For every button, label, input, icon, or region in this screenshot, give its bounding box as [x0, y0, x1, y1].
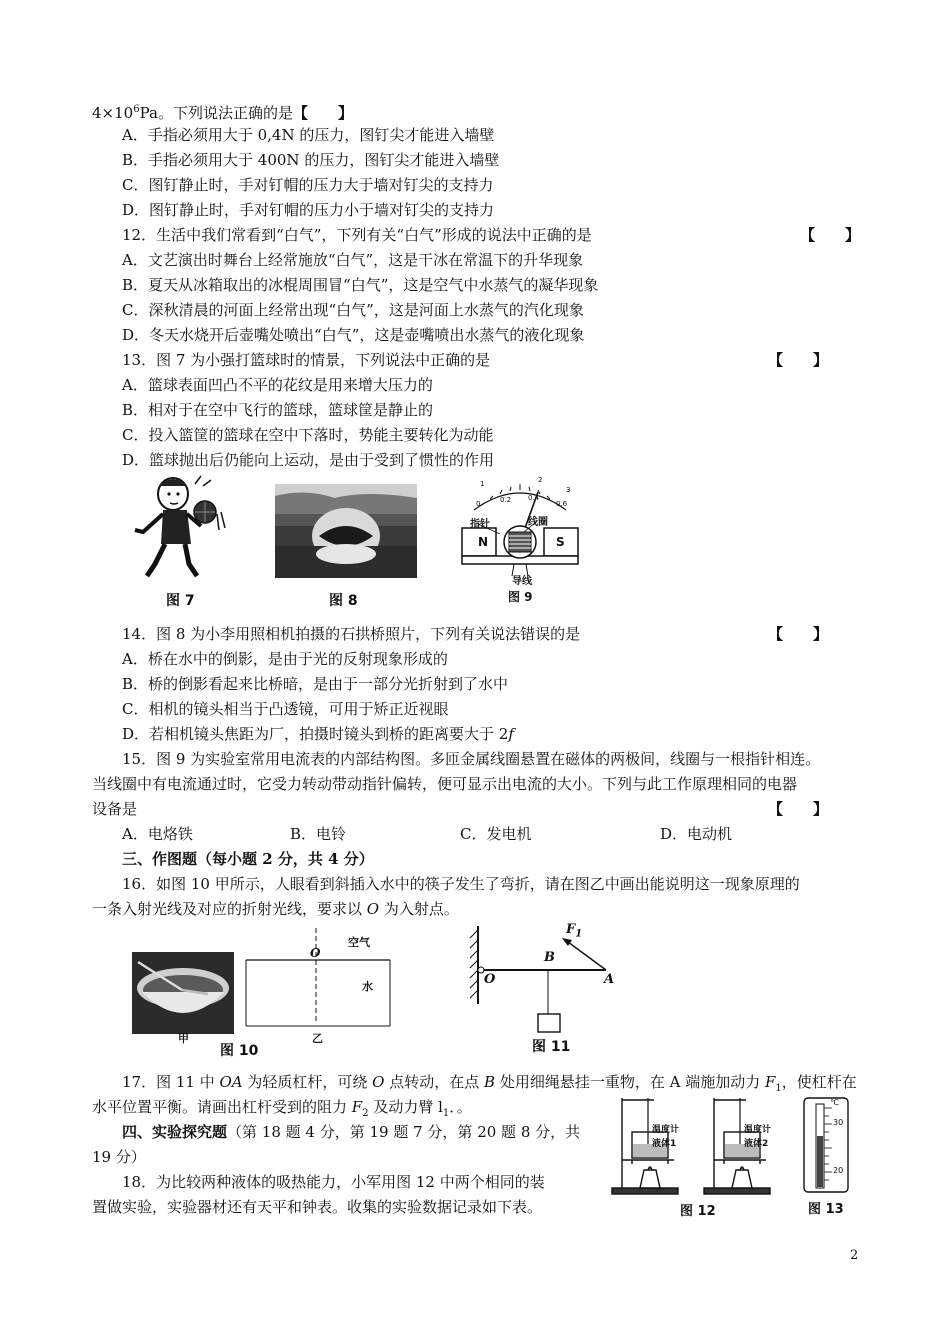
figure-11-a-label: A	[604, 972, 615, 987]
q15-option-b: B．电铃	[290, 825, 347, 843]
section-4-title: 四、实验探究题（第 18 题 4 分，第 19 题 7 分，第 20 题 8 分，共	[122, 1123, 581, 1141]
figure-9-scale-top-2: 2	[538, 476, 543, 484]
figure-9-caption: 图 9	[508, 590, 533, 604]
q14-option-a: A．桥在水中的倒影，是由于光的反射现象形成的	[122, 650, 448, 668]
figure-12-thermometer-label-1: 温度计	[652, 1125, 680, 1135]
q13-option-b: B．相对于在空中飞行的篮球，篮球筐是静止的	[122, 401, 434, 419]
q15-option-c: C．发电机	[460, 825, 532, 843]
figure-9-pointer-label: 指针	[470, 519, 490, 530]
q16-line-1: 16．如图 10 甲所示，人眼看到斜插入水中的筷子发生了弯折，请在图乙中画出能说明这一现象原理的	[122, 875, 800, 893]
figure-9-n-pole: N	[478, 535, 489, 549]
q15-line-1: 15．图 9 为实验室常用电流表的内部结构图。多匝金属线圈悬置在磁体的两极间，线圈与一根指针相连。	[122, 750, 821, 768]
q15-line-3: 设备是	[92, 800, 138, 818]
figure-10-air-label: 空气	[348, 936, 370, 949]
figure-10-caption: 图 10	[220, 1043, 259, 1059]
figure-7-caption: 图 7	[166, 593, 195, 609]
q17-line-1: 17．图 11 中 OA 为轻质杠杆，可绕 O 点转动，在点 B 处用细绳悬挂一重物，在 A 端施加动力 $F_1$，使杠杆在	[122, 1073, 857, 1094]
figure-9-wire-label: 导线	[512, 576, 532, 587]
q15-option-a: A．电烙铁	[122, 825, 193, 843]
figure-13-thermometer	[802, 1096, 850, 1194]
q12-bracket: 【 】	[800, 226, 861, 244]
figure-9-scale-top-3: 3	[566, 486, 571, 494]
page-number: 2	[850, 1248, 859, 1263]
figure-8-arch-bridge-photo	[275, 484, 417, 578]
q14-option-c: C．相机的镜头相当于凸透镜，可用于矫正近视眼	[122, 700, 449, 718]
figure-12-thermometer-label-2: 温度计	[744, 1125, 772, 1135]
q11-option-d: D．图钉静止时，手对钉帽的压力小于墙对钉尖的支持力	[122, 201, 495, 219]
q12-option-a: A．文艺演出时舞台上经常施放“白气”，这是干冰在常温下的升华现象	[122, 251, 584, 269]
figure-10-water-label: 水	[362, 980, 373, 993]
figure-13-tick-20: 20	[833, 1166, 844, 1175]
figure-12-liquid1-label: 液体1	[652, 1139, 677, 1149]
figure-10-o-point: O	[310, 946, 321, 960]
q14-bracket: 【 】	[768, 625, 829, 643]
q12-stem: 12．生活中我们常看到“白气”，下列有关“白气”形成的说法中正确的是	[122, 226, 592, 244]
figure-7-basketball-boy	[125, 472, 235, 584]
figure-12-caption: 图 12	[680, 1204, 716, 1219]
q11-option-c: C．图钉静止时，手对钉帽的压力大于墙对钉尖的支持力	[122, 176, 494, 194]
figure-11-caption: 图 11	[532, 1039, 571, 1055]
q13-bracket: 【 】	[768, 351, 829, 369]
q15-bracket: 【 】	[768, 800, 829, 818]
figure-9-scale-02: 0.2	[500, 496, 512, 504]
q13-option-c: C．投入篮筐的篮球在空中下落时，势能主要转化为动能	[122, 426, 494, 444]
figure-8-caption: 图 8	[329, 593, 358, 609]
figure-10-yi-label: 乙	[312, 1032, 323, 1045]
section-4-title-line-2: 19 分）	[92, 1148, 146, 1166]
q16-line-2: 一条入射光线及对应的折射光线，要求以 O 为入射点。	[92, 900, 459, 918]
q11-stem: $4\times 10^6Pa$。下列说法正确的是【 】	[92, 104, 353, 122]
q14-option-d: D．若相机镜头焦距为厂，拍摄时镜头到桥的距离要大于 2f	[122, 725, 514, 743]
q13-option-d: D．篮球抛出后仍能向上运动，是由于受到了惯性的作用	[122, 451, 495, 469]
q12-option-d: D．冬天水烧开后壶嘴处喷出“白气”，这是壶嘴喷出水蒸气的液化现象	[122, 326, 585, 344]
q11-option-a: A．手指必须用大于 0,4N 的压力，图钉尖才能进入墙壁	[122, 126, 495, 144]
q14-option-b: B．桥的倒影看起来比桥暗，是由于一部分光折射到了水中	[122, 675, 509, 693]
q11-option-b: B．手指必须用大于 400N 的压力，图钉尖才能进入墙壁	[122, 151, 500, 169]
figure-12-liquid2-label: 液体2	[744, 1139, 769, 1149]
q12-option-b: B．夏天从冰箱取出的冰棍周围冒“白气”，这是空气中水蒸气的凝华现象	[122, 276, 599, 294]
figure-13-unit: ℃	[830, 1098, 839, 1107]
q13-option-a: A．篮球表面凹凸不平的花纹是用来增大压力的	[122, 376, 433, 394]
figure-9-scale-0: 0	[476, 500, 481, 508]
figure-10-jia-chopstick-photo	[132, 952, 234, 1034]
figure-11-f1-label: $F_1$	[566, 922, 583, 940]
q13-stem: 13．图 7 为小强打篮球时的情景，下列说法中正确的是	[122, 351, 491, 369]
figure-11-b-label: B	[544, 950, 555, 965]
figure-13-caption: 图 13	[808, 1202, 844, 1217]
figure-9-scale-04: 0.4	[528, 494, 540, 502]
figure-9-scale-06: 0.6	[556, 500, 568, 508]
figure-9-scale-top-1: 1	[480, 480, 485, 488]
q18-line-2: 置做实验，实验器材还有天平和钟表。收集的实验数据记录如下表。	[92, 1198, 543, 1216]
q15-option-d: D．电动机	[660, 825, 733, 843]
figure-10-jia-label: 甲	[178, 1032, 189, 1045]
figure-13-tick-30: 30	[833, 1118, 844, 1127]
q12-option-c: C．深秋清晨的河面上经常出现“白气”，这是河面上水蒸气的汽化现象	[122, 301, 584, 319]
figure-11-o-label: O	[484, 972, 496, 987]
q18-line-1: 18．为比较两种液体的吸热能力，小军用图 12 中两个相同的装	[122, 1173, 545, 1191]
q14-stem: 14．图 8 为小李用照相机拍摄的石拱桥照片，下列有关说法错误的是	[122, 625, 581, 643]
figure-9-s-pole: S	[556, 535, 565, 549]
section-3-title: 三、作图题（每小题 2 分，共 4 分）	[122, 850, 374, 868]
q17-line-2: 水平位置平衡。请画出杠杆受到的阻力 $F_2$ 及动力臂 $l_1$．。	[92, 1098, 472, 1119]
figure-9-coil-label: 线圈	[528, 517, 548, 528]
q15-line-2: 当线圈中有电流通过时，它受力转动带动指针偏转，便可显示出电流的大小。下列与此工作原理相同的电器	[92, 775, 798, 793]
